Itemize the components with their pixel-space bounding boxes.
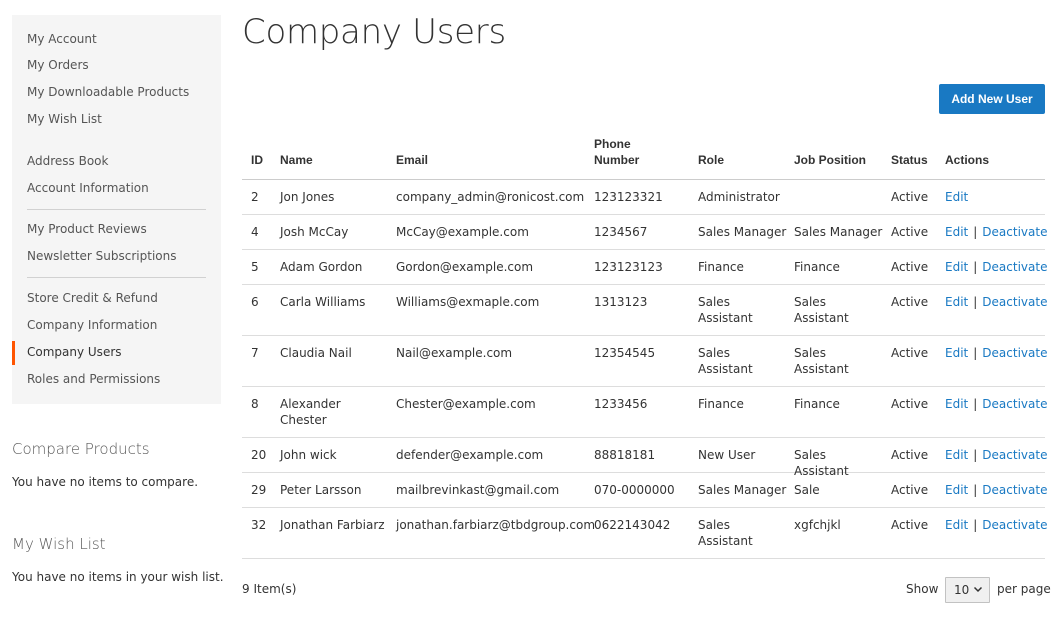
deactivate-link[interactable]: Deactivate (982, 295, 1048, 309)
nav-account-information[interactable]: Account Information (27, 181, 149, 195)
cell-email: McCay@example.com (396, 225, 529, 239)
header-phone: Phone Number (594, 137, 640, 167)
edit-link[interactable]: Edit (945, 225, 969, 239)
cell-email: Chester@example.com (396, 397, 536, 411)
action-separator: | (973, 518, 978, 532)
cell-job-position: Finance (794, 397, 840, 411)
cell-email: Gordon@example.com (396, 260, 534, 274)
header-status: Status (891, 153, 928, 167)
edit-link[interactable]: Edit (945, 190, 969, 204)
limiter-per-page-label: per page (997, 582, 1051, 596)
cell-phone: 070-0000000 (594, 483, 675, 497)
header-id: ID (251, 153, 263, 167)
cell-role: Finance (698, 260, 744, 274)
cell-role: Sales Manager (698, 225, 787, 239)
cell-role: New User (698, 448, 756, 462)
cell-id: 29 (251, 483, 267, 497)
wishlist-empty-text: You have no items in your wish list. (12, 570, 224, 584)
cell-actions (945, 259, 1047, 275)
chevron-down-icon (973, 584, 983, 594)
cell-role: Sales Manager (698, 483, 787, 497)
nav-my-wish-list[interactable]: My Wish List (27, 112, 102, 126)
cell-id: 7 (251, 346, 259, 360)
header-email: Email (396, 153, 429, 167)
cell-job-position: Sales Assistant (794, 448, 849, 478)
compare-empty-text: You have no items to compare. (12, 475, 199, 489)
nav-divider (27, 277, 206, 278)
cell-id: 2 (251, 190, 259, 204)
nav-store-credit-refund[interactable]: Store Credit & Refund (27, 291, 158, 305)
nav-my-account[interactable]: My Account (27, 32, 97, 46)
table-row (242, 387, 1048, 438)
cell-phone: 1313123 (594, 295, 648, 309)
action-separator: | (973, 260, 978, 274)
cell-name: Josh McCay (280, 225, 349, 239)
cell-actions (945, 345, 1047, 361)
deactivate-link[interactable]: Deactivate (982, 448, 1048, 462)
cell-phone: 123123321 (594, 190, 663, 204)
nav-my-product-reviews[interactable]: My Product Reviews (27, 222, 147, 236)
cell-id: 32 (251, 518, 267, 532)
cell-name: Peter Larsson (280, 483, 362, 497)
company-users-table (242, 137, 1048, 559)
header-job-position: Job Position (794, 153, 866, 167)
compare-products-title: Compare Products (12, 440, 150, 458)
cell-role: Sales Assistant (698, 295, 753, 325)
action-separator: | (973, 225, 978, 239)
cell-role: Sales Assistant (698, 346, 753, 376)
limiter-show-label: Show (906, 582, 939, 596)
table-body (242, 180, 1048, 559)
header-actions: Actions (945, 153, 990, 167)
cell-email: jonathan.farbiarz@tbdgroup.com (396, 518, 596, 532)
cell-status: Active (891, 225, 929, 239)
table-row (242, 215, 1048, 250)
cell-job-position: Sales Manager (794, 225, 883, 239)
cell-job-position: Sales Assistant (794, 346, 849, 376)
cell-email: Nail@example.com (396, 346, 513, 360)
edit-link[interactable]: Edit (945, 295, 969, 309)
cell-email: mailbrevinkast@gmail.com (396, 483, 560, 497)
deactivate-link[interactable]: Deactivate (982, 518, 1048, 532)
nav-address-book[interactable]: Address Book (27, 154, 109, 168)
cell-phone: 123123123 (594, 260, 663, 274)
cell-actions (945, 396, 1047, 412)
action-separator: | (973, 448, 978, 462)
nav-current-indicator (12, 341, 15, 365)
deactivate-link[interactable]: Deactivate (982, 483, 1048, 497)
nav-newsletter-subscriptions[interactable]: Newsletter Subscriptions (27, 249, 177, 263)
cell-actions (945, 224, 1047, 240)
nav-company-users[interactable]: Company Users (27, 345, 122, 359)
edit-link[interactable]: Edit (945, 260, 969, 274)
table-row (242, 285, 1048, 336)
cell-name: John wick (280, 448, 337, 462)
table-row (242, 336, 1048, 387)
cell-name: Alexander Chester (280, 397, 341, 427)
cell-actions (945, 447, 1047, 463)
action-separator: | (973, 295, 978, 309)
deactivate-link[interactable]: Deactivate (982, 397, 1048, 411)
cell-status: Active (891, 483, 929, 497)
cell-job-position: Sales Assistant (794, 295, 849, 325)
action-separator: | (973, 346, 978, 360)
limiter-select[interactable] (945, 577, 990, 603)
cell-status: Active (891, 518, 929, 532)
edit-link[interactable]: Edit (945, 346, 969, 360)
cell-phone: 88818181 (594, 448, 656, 462)
cell-id: 5 (251, 260, 259, 274)
wishlist-title: My Wish List (12, 535, 106, 553)
cell-phone: 0622143042 (594, 518, 671, 532)
edit-link[interactable]: Edit (945, 397, 969, 411)
deactivate-link[interactable]: Deactivate (982, 260, 1048, 274)
table-row (242, 250, 1048, 285)
account-nav (12, 15, 221, 404)
header-role: Role (698, 153, 725, 167)
cell-status: Active (891, 346, 929, 360)
table-header (242, 138, 1045, 180)
cell-name: Adam Gordon (280, 260, 363, 274)
cell-role: Administrator (698, 190, 780, 204)
header-name: Name (280, 153, 313, 167)
nav-divider (27, 209, 206, 210)
cell-status: Active (891, 397, 929, 411)
nav-my-downloadable-products[interactable]: My Downloadable Products (27, 85, 190, 99)
cell-status: Active (891, 190, 929, 204)
nav-my-orders[interactable]: My Orders (27, 58, 89, 72)
cell-job-position: Finance (794, 260, 840, 274)
nav-roles-and-permissions[interactable]: Roles and Permissions (27, 372, 161, 386)
cell-actions (945, 482, 1047, 498)
cell-role: Finance (698, 397, 744, 411)
nav-company-information[interactable]: Company Information (27, 318, 158, 332)
cell-name: Claudia Nail (280, 346, 352, 360)
action-separator: | (973, 397, 978, 411)
cell-name: Jon Jones (280, 190, 335, 204)
cell-email: defender@example.com (396, 448, 544, 462)
cell-actions (945, 517, 1047, 533)
add-new-user-button[interactable]: Add New User (939, 84, 1045, 114)
page-title: Company Users (242, 12, 506, 52)
deactivate-link[interactable]: Deactivate (982, 346, 1048, 360)
cell-email: company_admin@ronicost.com (396, 190, 585, 204)
cell-status: Active (891, 260, 929, 274)
cell-status: Active (891, 295, 929, 309)
cell-email: Williams@exmaple.com (396, 295, 540, 309)
cell-name: Jonathan Farbiarz (280, 518, 385, 532)
cell-actions (945, 189, 968, 205)
cell-status: Active (891, 448, 929, 462)
table-row (242, 473, 1048, 508)
cell-name: Carla Williams (280, 295, 366, 309)
table-row (242, 180, 1045, 215)
cell-role: Sales Assistant (698, 518, 753, 548)
cell-phone: 1233456 (594, 397, 648, 411)
cell-phone: 1234567 (594, 225, 648, 239)
action-separator: | (973, 483, 978, 497)
cell-job-position: xgfchjkl (794, 518, 841, 532)
edit-link[interactable]: Edit (945, 448, 969, 462)
edit-link[interactable]: Edit (945, 518, 969, 532)
cell-id: 8 (251, 397, 259, 411)
cell-job-position: Sale (794, 483, 820, 497)
edit-link[interactable]: Edit (945, 483, 969, 497)
limiter-value: 10 (954, 583, 970, 597)
cell-phone: 12354545 (594, 346, 656, 360)
cell-id: 20 (251, 448, 267, 462)
toolbar-amount: 9 Item(s) (242, 582, 297, 596)
cell-id: 4 (251, 225, 259, 239)
cell-id: 6 (251, 295, 259, 309)
table-row (242, 438, 1048, 478)
cell-actions (945, 294, 1047, 310)
deactivate-link[interactable]: Deactivate (982, 225, 1048, 239)
table-row (242, 508, 1048, 559)
